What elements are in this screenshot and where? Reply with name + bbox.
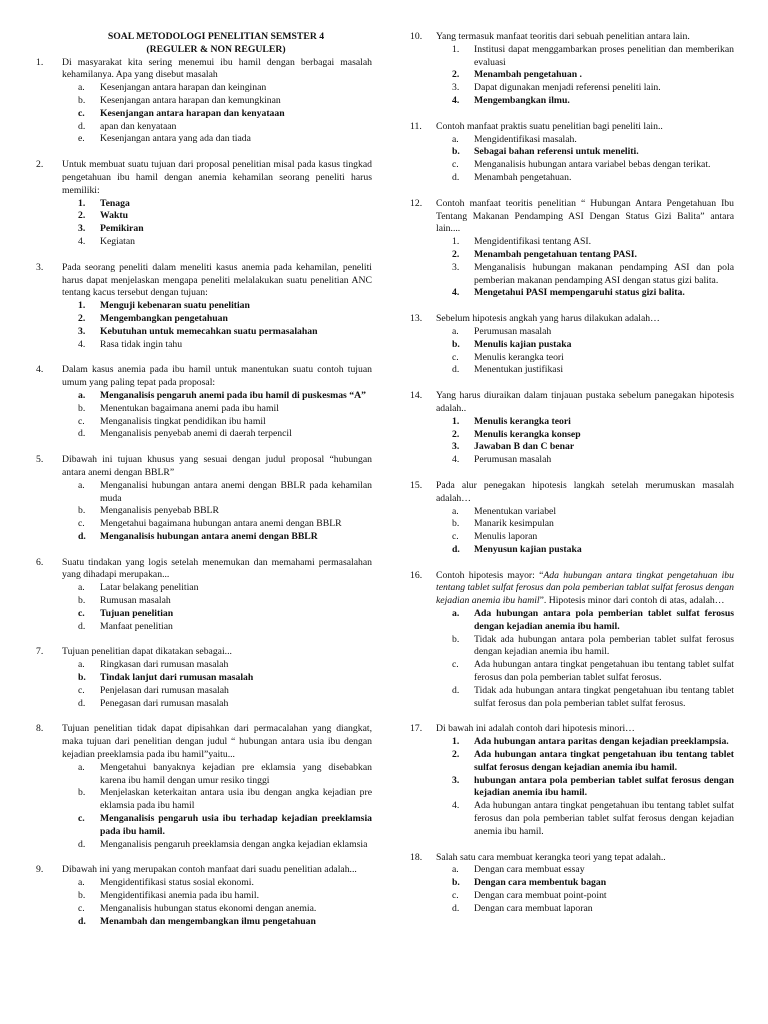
- option-letter: 1.: [452, 43, 460, 55]
- option-text: Menambah pengetahuan .: [474, 69, 582, 81]
- answer-option: [62, 518, 372, 531]
- question-number: 7.: [36, 646, 44, 658]
- option-text: Menganalisis pengaruh preeklamsia dengan angka kejadian eklamsia: [100, 838, 368, 850]
- question-item: [410, 313, 734, 377]
- answer-option: [62, 236, 372, 249]
- answer-option: [436, 326, 734, 339]
- option-text: Manfaat penelitian: [100, 620, 173, 632]
- option-text: Mengidentifikasi status sosial ekonomi.: [100, 877, 254, 889]
- option-letter: b.: [452, 338, 460, 350]
- answer-option-highlighted: [436, 749, 734, 775]
- question-number: 15.: [410, 479, 423, 491]
- answer-option-highlighted: [62, 210, 372, 223]
- option-text: Tidak ada hubungan antara tingkat pengetahuan ibu tentang tablet sulfat ferosus dan pola pemberian tablet sulfat ferosus.: [474, 684, 734, 709]
- answer-option: [436, 159, 734, 172]
- option-text: Menganalisis hubungan antara anemi dengan BBLR: [100, 530, 318, 542]
- option-text: Waktu: [100, 210, 128, 222]
- answer-option: [62, 685, 372, 698]
- option-text: Ada hubungan antara tingkat pengetahuan ibu tentang tablet sulfat ferosus dan pola pemberian tablet sulfat ferosus.: [474, 659, 734, 684]
- question-item: [410, 480, 734, 557]
- question-item: [36, 454, 372, 544]
- question-number: 11.: [410, 120, 422, 132]
- answer-option: [436, 890, 734, 903]
- question-text: Pada seorang peneliti dalam meneliti kasus anemia pada kehamilan, peneliti harus dapat menjelaskan mengapa peneliti melalakukan suatu penelitian ANC tentang kacus tersebut dengan tujuan:: [62, 261, 372, 299]
- answer-option-highlighted: [436, 736, 734, 749]
- option-letter: d.: [78, 697, 86, 709]
- option-letter: 2.: [452, 69, 460, 81]
- option-letter: b.: [78, 94, 86, 106]
- option-text: Menulis laporan: [474, 531, 538, 543]
- question-item: [36, 646, 372, 710]
- option-letter: c.: [78, 813, 85, 825]
- option-text: Menganalisis hubungan makanan pendamping ASI dan pola pemberian makanan pendamping ASI dengan status gizi balita.: [474, 261, 734, 286]
- question-item: [410, 723, 734, 838]
- answer-option-highlighted: [62, 608, 372, 621]
- question-number: 5.: [36, 454, 44, 466]
- answer-option-highlighted: [62, 313, 372, 326]
- option-letter: a.: [78, 82, 85, 94]
- option-letter: 3.: [452, 774, 460, 786]
- option-letter: c.: [452, 159, 459, 171]
- option-letter: a.: [78, 479, 85, 491]
- answer-option: [62, 839, 372, 852]
- title-line-1: SOAL METODOLOGI PENELITIAN SEMSTER 4: [107, 31, 325, 42]
- option-letter: c.: [78, 415, 85, 427]
- answer-options: [436, 236, 734, 300]
- answer-option: [62, 787, 372, 813]
- answer-option-highlighted: [436, 429, 734, 442]
- title-line-2: (REGULER & NON REGULER): [146, 43, 286, 55]
- option-letter: 1.: [78, 197, 86, 209]
- option-text: Menganalisis penyebab anemi di daerah terpencil: [100, 428, 292, 440]
- option-text: Mengidentifikasi masalah.: [474, 133, 577, 145]
- answer-option: [436, 518, 734, 531]
- option-text: Ada hubungan antara paritas dengan kejadian preeklampsia.: [474, 736, 729, 748]
- answer-option-highlighted: [62, 813, 372, 839]
- option-letter: b.: [452, 518, 460, 530]
- answer-option-highlighted: [436, 95, 734, 108]
- answer-option: [436, 864, 734, 877]
- question-text-suffix: ”. Hipotesis minor dari contoh di atas, adalah…: [539, 595, 725, 607]
- option-text: Menambah pengetahuan.: [474, 171, 572, 183]
- option-letter: c.: [78, 684, 85, 696]
- question-item: [410, 198, 734, 300]
- question-item: [36, 364, 372, 441]
- option-text: Mengembangkan pengetahuan: [100, 312, 228, 324]
- answer-option-highlighted: [62, 390, 372, 403]
- answer-options: [62, 390, 372, 441]
- option-letter: d.: [78, 838, 86, 850]
- answer-option: [436, 454, 734, 467]
- option-text: Menambah pengetahuan tentang PASI.: [474, 248, 637, 260]
- answer-options: [62, 480, 372, 544]
- answer-option: [62, 121, 372, 134]
- answer-option: [62, 505, 372, 518]
- option-text: Menganalisis pengaruh usia ibu terhadap kejadian preeklamsia pada ibu hamil.: [100, 813, 372, 837]
- option-text: Dengan cara membuat point-point: [474, 890, 607, 902]
- question-number: 1.: [36, 56, 44, 68]
- option-text: Menganalisi hubungan antara anemi dengan BBLR pada kehamilan muda: [100, 479, 372, 504]
- answer-option: [62, 403, 372, 416]
- answer-option-highlighted: [436, 608, 734, 634]
- answer-options: [436, 134, 734, 185]
- answer-option: [436, 352, 734, 365]
- option-letter: d.: [452, 364, 460, 376]
- answer-option-highlighted: [436, 441, 734, 454]
- option-letter: b.: [78, 595, 86, 607]
- document-title: [36, 31, 372, 57]
- question-text: Dalam kasus anemia pada ibu hamil untuk manentukan suatu contoh tujuan umum yang paling tepat pada proposal:: [62, 364, 372, 389]
- answer-options: [62, 877, 372, 928]
- option-text: Dapat digunakan menjadi referensi peneliti lain.: [474, 82, 661, 94]
- option-text: Kesenjangan antara harapan dan kenyataan: [100, 107, 285, 119]
- question-number: 18.: [410, 851, 423, 863]
- question-item: [36, 864, 372, 928]
- option-text: Dengan cara membentuk bagan: [474, 877, 607, 889]
- answer-option: [62, 903, 372, 916]
- answer-options: [436, 44, 734, 108]
- option-letter: d.: [452, 543, 460, 555]
- option-letter: a.: [452, 133, 459, 145]
- option-letter: a.: [78, 389, 86, 401]
- option-text: Kegiatan: [100, 235, 135, 247]
- answer-option: [62, 698, 372, 711]
- answer-option-highlighted: [436, 287, 734, 300]
- option-text: Rasa tidak ingin tahu: [100, 338, 183, 350]
- question-item: [36, 723, 372, 851]
- option-text: Mengembangkan ilmu.: [474, 94, 570, 106]
- option-letter: 1.: [452, 736, 460, 748]
- question-item: [36, 159, 372, 249]
- answer-options: [62, 198, 372, 249]
- answer-option-highlighted: [62, 198, 372, 211]
- option-text: Pemikiran: [100, 223, 144, 235]
- option-letter: 4.: [452, 287, 460, 299]
- option-letter: c.: [452, 659, 459, 671]
- question-item: [410, 852, 734, 916]
- option-text: Menguji kebenaran suatu penelitian: [100, 300, 250, 312]
- answer-option: [62, 659, 372, 672]
- option-letter: c.: [452, 351, 459, 363]
- question-text: Contoh manfaat teoritis penelitian “ Hubungan Antara Pengetahuan Ibu Tentang Makanan Pendamping ASI Dengan Status Gizi Balita” antara lain....: [436, 197, 734, 235]
- answer-options: [436, 736, 734, 838]
- answer-option: [62, 428, 372, 441]
- answer-option: [62, 762, 372, 788]
- question-text: Sebelum hipotesis angkah yang harus dilakukan adalah…: [436, 313, 660, 325]
- option-letter: 3.: [452, 441, 460, 453]
- answer-option: [62, 95, 372, 108]
- option-letter: e.: [78, 133, 85, 145]
- option-text: Ada hubungan antara tingkat pengetahuan ibu tentang tablet sulfat ferosus dengan kejadian anemia ibu hamil.: [474, 749, 734, 773]
- option-letter: a.: [78, 659, 85, 671]
- answer-option: [436, 262, 734, 288]
- answer-options: [62, 82, 372, 146]
- option-text: Menulis kerangka teori: [474, 415, 571, 427]
- option-letter: a.: [78, 877, 85, 889]
- option-letter: c.: [452, 531, 459, 543]
- option-text: Penegasan dari rumusan masalah: [100, 697, 229, 709]
- option-text: Mengidentifikasi anemia pada ibu hamil.: [100, 890, 259, 902]
- option-text: Institusi dapat menggambarkan proses penelitian dan memberikan evaluasi: [474, 43, 734, 68]
- option-text: Perumusan masalah: [474, 325, 552, 337]
- answer-option: [62, 877, 372, 890]
- option-letter: a.: [78, 761, 85, 773]
- option-letter: 4.: [452, 800, 460, 812]
- answer-option: [62, 82, 372, 95]
- option-letter: 4.: [78, 235, 86, 247]
- option-letter: d.: [452, 171, 460, 183]
- answer-options: [436, 864, 734, 915]
- question-number: 6.: [36, 556, 44, 568]
- option-letter: b.: [78, 787, 86, 799]
- answer-option-highlighted: [436, 416, 734, 429]
- option-text: Kesenjangan antara harapan dan keinginan: [100, 82, 267, 94]
- option-text: Menentukan justifikasi: [474, 364, 564, 376]
- answer-option: [62, 595, 372, 608]
- answer-option-highlighted: [62, 300, 372, 313]
- question-text: Tujuan penelitian tidak dapat dipisahkan dari permacalahan yang diangkat, maka tujuan dari penelitian dengan judul “ hubungan antara usia ibu dengan kejadian preeklamsia pada ibu hamil”yaitu...: [62, 723, 372, 761]
- option-letter: 2.: [78, 210, 86, 222]
- option-letter: a.: [452, 325, 459, 337]
- answer-option-highlighted: [62, 531, 372, 544]
- answer-option: [436, 659, 734, 685]
- option-text: Menentukan variabel: [474, 505, 557, 517]
- option-text: Menyusun kajian pustaka: [474, 543, 582, 555]
- question-number: 12.: [410, 197, 423, 209]
- answer-option: [436, 634, 734, 660]
- option-letter: c.: [452, 890, 459, 902]
- option-letter: 2.: [452, 749, 460, 761]
- answer-option: [62, 582, 372, 595]
- option-letter: d.: [452, 684, 460, 696]
- option-text: Ada hubungan antara tingkat pengetahuan ibu tentang tablet sulfat ferosus dan pola pemberian tablet sulfat ferosus dengan kejadian anemia ibu hamil.: [474, 800, 734, 837]
- answer-option-highlighted: [436, 877, 734, 890]
- answer-option: [62, 480, 372, 506]
- option-text: Penjelasan dari rumusan masalah: [100, 684, 229, 696]
- answer-option-highlighted: [62, 223, 372, 236]
- option-letter: 3.: [78, 223, 86, 235]
- option-text: Tenaga: [100, 197, 130, 209]
- question-text: Untuk membuat suatu tujuan dari proposal penelitian misal pada kasus tingkad pengetahuan ibu hamil dengan anemia kehamilan seorang peneliti harus memiliki:: [62, 159, 372, 196]
- question-item: [410, 570, 734, 711]
- answer-option: [436, 800, 734, 838]
- answer-option-highlighted: [436, 146, 734, 159]
- answer-option: [436, 506, 734, 519]
- option-letter: 4.: [452, 454, 460, 466]
- question-text: Yang termasuk manfaat teoritis dari sebuah penelitian antara lain.: [436, 31, 690, 42]
- option-letter: a.: [452, 608, 460, 620]
- question-text: Di bawah ini adalah contoh dari hipotesis minori…: [436, 723, 635, 735]
- option-text: Ada hubungan antara pola pemberian tablet sulfat ferosus dengan kejadian anemia ibu hamil.: [474, 608, 734, 632]
- answer-option: [436, 903, 734, 916]
- question-number: 10.: [410, 31, 423, 42]
- question-number: 16.: [410, 569, 423, 581]
- question-text: Contoh manfaat praktis suatu penelitian bagi peneliti lain..: [436, 120, 663, 132]
- question-item: [410, 390, 734, 467]
- answer-option-highlighted: [62, 326, 372, 339]
- option-letter: d.: [78, 620, 86, 632]
- question-text-prefix: Contoh hipotesis mayor: “: [436, 569, 544, 581]
- option-text: Rumusan masalah: [100, 595, 171, 607]
- option-text: Kesenjangan antara yang ada dan tiada: [100, 133, 251, 145]
- answer-option: [436, 531, 734, 544]
- option-text: Menulis kerangka konsep: [474, 428, 581, 440]
- option-text: Menjelaskan keterkaitan antara usia ibu dengan angka kejadian pre eklamsia pada ibu hamil: [100, 787, 372, 812]
- option-letter: d.: [78, 120, 86, 132]
- question-item: [36, 262, 372, 352]
- question-number: 4.: [36, 364, 44, 376]
- left-column: [36, 31, 372, 928]
- answer-option-highlighted: [436, 69, 734, 82]
- option-text: Mengetahui banyaknya kejadian pre eklamsia yang disebabkan karena ibu hamil dengan umur resiko tinggi: [100, 761, 372, 786]
- option-text: Ringkasan dari rumusan masalah: [100, 659, 229, 671]
- question-number: 8.: [36, 723, 44, 735]
- answer-option: [436, 685, 734, 711]
- option-letter: b.: [452, 633, 460, 645]
- option-text: Mengetahui bagaimana hubungan antara anemi dengan BBLR: [100, 518, 342, 530]
- option-letter: a.: [78, 582, 85, 594]
- option-letter: 3.: [78, 325, 86, 337]
- option-text: Mengidentifikasi tentang ASI.: [474, 236, 592, 248]
- question-number: 17.: [410, 723, 423, 735]
- option-text: Menentukan bagaimana anemi pada ibu hamil: [100, 402, 279, 414]
- question-text: Dibawah ini yang merupakan contoh manfaat dari suadu penelitian adalah...: [62, 864, 357, 876]
- answer-options: [436, 506, 734, 557]
- option-text: Dengan cara membuat essay: [474, 864, 585, 876]
- option-letter: a.: [452, 505, 459, 517]
- right-column: [410, 31, 734, 916]
- answer-option-highlighted: [62, 672, 372, 685]
- option-letter: b.: [452, 146, 460, 158]
- question-number: 14.: [410, 390, 423, 402]
- answer-options: [62, 300, 372, 351]
- option-letter: 1.: [452, 236, 460, 248]
- option-letter: c.: [78, 107, 85, 119]
- answer-option: [62, 890, 372, 903]
- answer-option: [436, 236, 734, 249]
- option-letter: 4.: [452, 94, 460, 106]
- option-text: Mengetahui PASI mempengaruhi status gizi balita.: [474, 287, 685, 299]
- question-number: 9.: [36, 864, 44, 876]
- answer-option: [62, 133, 372, 146]
- option-text: Menganalisis tingkat pendidikan ibu hamil: [100, 415, 266, 427]
- answer-options: [62, 659, 372, 710]
- answer-option-highlighted: [436, 339, 734, 352]
- answer-option: [436, 172, 734, 185]
- answer-option: [436, 82, 734, 95]
- answer-option: [436, 134, 734, 147]
- answer-option: [62, 339, 372, 352]
- option-letter: d.: [78, 915, 86, 927]
- option-text: Kebutuhan untuk memecahkan suatu permasalahan: [100, 325, 318, 337]
- option-letter: d.: [452, 902, 460, 914]
- option-letter: c.: [78, 607, 85, 619]
- option-letter: b.: [78, 402, 86, 414]
- option-letter: b.: [78, 505, 86, 517]
- option-text: Menganalisis hubungan status ekonomi dengan anemia.: [100, 902, 317, 914]
- option-text: hubungan antara pola pemberian tablet sulfat ferosus dengan kejadian anemia ibu hamil.: [474, 774, 734, 799]
- option-letter: 2.: [452, 428, 460, 440]
- answer-option-highlighted: [436, 775, 734, 801]
- option-text: Kesenjangan antara harapan dan kemungkinan: [100, 94, 281, 106]
- answer-option: [62, 621, 372, 634]
- option-letter: b.: [78, 672, 86, 684]
- option-text: Tindak lanjut dari rumusan masalah: [100, 672, 254, 684]
- option-text: Manarik kesimpulan: [474, 518, 554, 530]
- option-text: Menambah dan mengembangkan ilmu pengetahuan: [100, 915, 316, 927]
- question-number: 3.: [36, 261, 44, 273]
- option-letter: c.: [78, 902, 85, 914]
- question-number: 13.: [410, 313, 423, 325]
- option-text: Menulis kerangka teori: [474, 351, 564, 363]
- answer-options: [62, 762, 372, 852]
- option-text: Sebagai bahan referensi untuk meneliti.: [474, 146, 639, 158]
- question-text: Yang harus diuraikan dalam tinjauan pustaka sebelum panegakan hipotesis adalah..: [436, 390, 734, 414]
- option-letter: 1.: [452, 415, 460, 427]
- option-letter: b.: [78, 890, 86, 902]
- option-text: apan dan kenyataan: [100, 120, 177, 132]
- question-item: [410, 121, 734, 185]
- option-text: Menulis kajian pustaka: [474, 338, 572, 350]
- option-letter: 2.: [78, 312, 86, 324]
- option-text: Menganalisis pengaruh anemi pada ibu hamil di puskesmas “A”: [100, 389, 366, 401]
- option-letter: 3.: [452, 261, 460, 273]
- answer-option: [62, 416, 372, 429]
- option-letter: 3.: [452, 82, 460, 94]
- answer-option-highlighted: [436, 249, 734, 262]
- question-number: 2.: [36, 159, 44, 171]
- answer-options: [436, 416, 734, 467]
- option-text: Perumusan masalah: [474, 454, 552, 466]
- option-letter: a.: [452, 864, 459, 876]
- question-text: Di masyarakat kita sering menemui ibu hamil dengan berbagai masalah kehamilanya. Apa yang disebut masalah: [62, 56, 372, 81]
- question-item: [410, 31, 734, 108]
- option-letter: b.: [452, 877, 460, 889]
- option-letter: d.: [78, 530, 86, 542]
- option-text: Menganalisis penyebab BBLR: [100, 505, 219, 517]
- option-text: Tujuan penelitian: [100, 607, 174, 619]
- option-text: Dengan cara membuat laporan: [474, 902, 593, 914]
- question-text: Tujuan penelitian dapat dikatakan sebagai...: [62, 646, 232, 658]
- option-text: Latar belakang penelitian: [100, 582, 199, 594]
- question-item: [36, 557, 372, 634]
- option-letter: c.: [78, 518, 85, 530]
- answer-option: [436, 364, 734, 377]
- option-text: Jawaban B dan C benar: [474, 441, 575, 453]
- question-item: [36, 57, 372, 147]
- answer-option: [436, 44, 734, 70]
- option-letter: 4.: [78, 338, 86, 350]
- question-text: [436, 570, 734, 608]
- question-text: Dibawah ini tujuan khusus yang sesuai dengan judul proposal “hubungan antara anemi dengan BBLR”: [62, 454, 372, 478]
- option-text: Tidak ada hubungan antara pola pemberian tablet sulfat ferosus dengan kejadian anemia ibu hamil.: [474, 633, 734, 658]
- answer-options: [62, 582, 372, 633]
- option-letter: 1.: [78, 300, 86, 312]
- option-text: Menganalisis hubungan antara variabel bebas dengan terikat.: [474, 159, 711, 171]
- answer-options: [436, 608, 734, 710]
- answer-option-highlighted: [436, 544, 734, 557]
- option-letter: d.: [78, 428, 86, 440]
- answer-options: [436, 326, 734, 377]
- question-text-italic: Ada hubungan antara tingkat pengetahuan ibu tentang tablet sulfat ferosus dan pola pemberian tablat sulfat ferosus dengan kejadian anemia ibu hamil: [436, 569, 734, 607]
- option-letter: 2.: [452, 248, 460, 260]
- question-text: Pada alur penegakan hipotesis langkah setelah merumuskan masalah adalah…: [436, 479, 734, 504]
- answer-option-highlighted: [62, 108, 372, 121]
- question-text: Suatu tindakan yang logis setelah menemukan dan memahami permasalahan yang dihadapi merupakan...: [62, 556, 372, 581]
- answer-option-highlighted: [62, 916, 372, 929]
- question-text: Salah satu cara membuat kerangka teori yang tepat adalah..: [436, 851, 666, 863]
